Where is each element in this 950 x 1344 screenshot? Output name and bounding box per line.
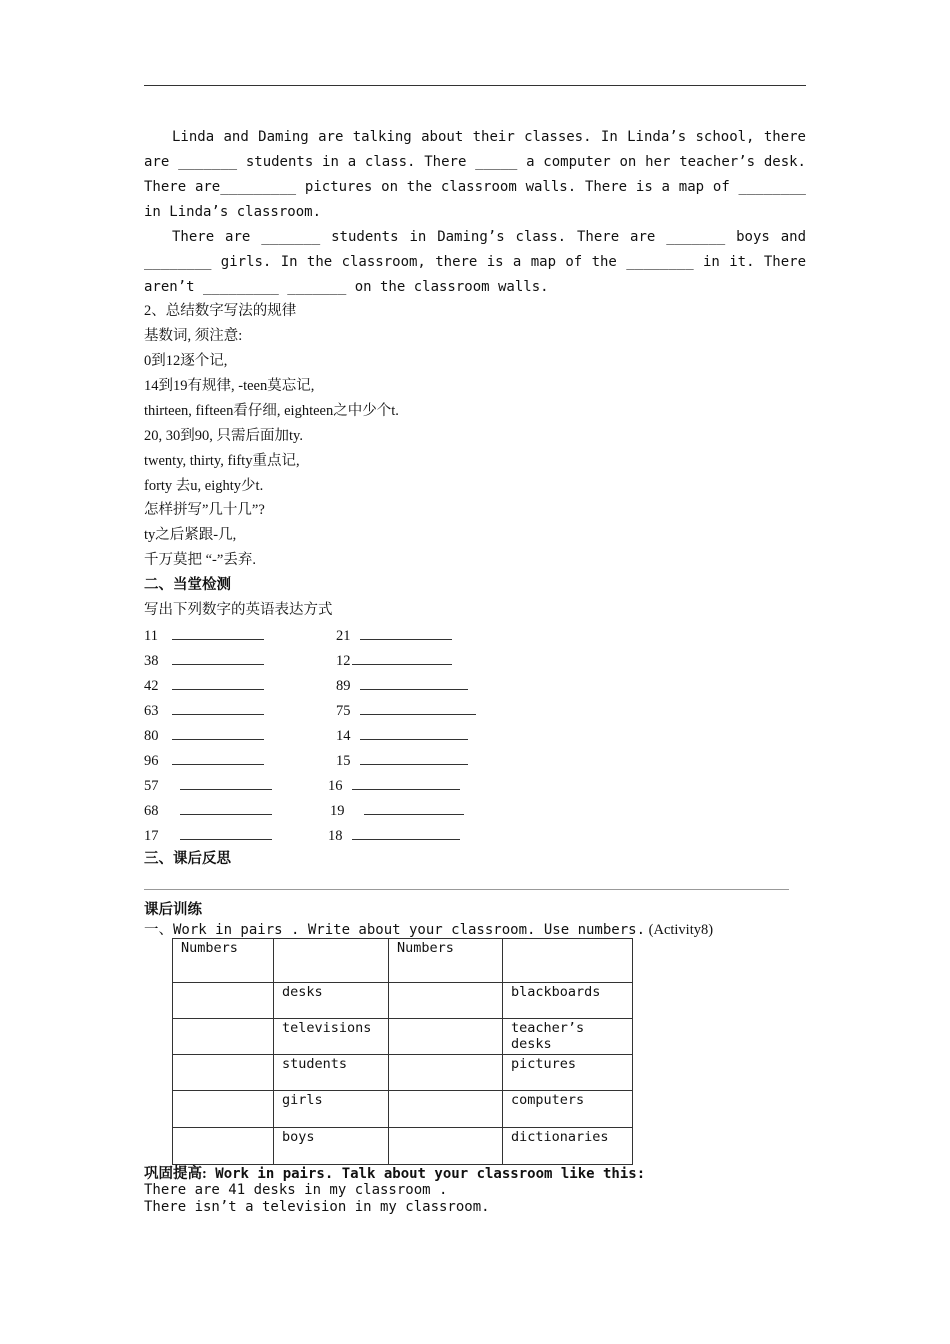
number-item	[144, 700, 264, 721]
number-item	[328, 775, 460, 796]
item-cell: computers	[503, 1091, 633, 1128]
number-label: 21	[336, 628, 351, 644]
number-label: 63	[144, 703, 159, 719]
example-sentence: There isn’t a television in my classroom.	[144, 1199, 490, 1215]
rule-line: thirteen, fifteen看仔细, eighteen之中少个t.	[144, 403, 399, 419]
section-2-instruction: 写出下列数字的英语表达方式	[144, 602, 333, 618]
number-label: 14	[336, 728, 351, 744]
answer-blank[interactable]	[360, 725, 468, 740]
answer-blank[interactable]	[352, 825, 460, 840]
rule-line: 14到19有规律, -teen莫忘记,	[144, 378, 315, 394]
example-sentence: There are 41 desks in my classroom .	[144, 1182, 448, 1198]
item-cell: blackboards	[503, 983, 633, 1019]
homework-task	[144, 920, 713, 940]
section-2-heading: 二、当堂检测	[144, 577, 231, 593]
answer-blank[interactable]	[180, 800, 272, 815]
answer-blank[interactable]	[352, 775, 460, 790]
number-label: 17	[144, 828, 159, 844]
number-item	[144, 775, 272, 796]
answer-blank[interactable]	[180, 775, 272, 790]
rule-line: 怎样拼写”几十几”?	[144, 502, 265, 518]
rule-line: ty之后紧跟-几,	[144, 527, 237, 543]
number-item	[336, 675, 468, 696]
item-cell: girls	[274, 1091, 389, 1128]
rule-line: forty 去u, eighty少t.	[144, 478, 264, 494]
task-prefix: 一、	[144, 922, 173, 938]
answer-blank[interactable]	[352, 650, 452, 665]
number-item	[144, 650, 264, 671]
reflection-line[interactable]	[144, 889, 789, 890]
number-label: 38	[144, 653, 159, 669]
extension-text: Work in pairs. Talk about your classroom like this:	[206, 1166, 646, 1182]
extension-task	[144, 1165, 645, 1183]
rule-line: 20, 30到90, 只需后面加ty.	[144, 428, 303, 444]
classroom-table	[172, 938, 633, 1165]
rule-line: twenty, thirty, fifty重点记,	[144, 453, 300, 469]
table-header-cell	[503, 939, 633, 983]
number-item	[336, 750, 468, 771]
number-label: 11	[144, 628, 158, 644]
header-rule	[144, 85, 806, 86]
number-item	[336, 700, 476, 721]
number-item	[336, 650, 452, 671]
passage-paragraph-2: There are _______ students in Daming’s class. There are _______ boys and ________ girls. In the classroom, there is a map of the ________ in it. There aren’t _________ _______ on the classroom walls.	[144, 229, 806, 295]
answer-blank[interactable]	[360, 750, 468, 765]
task-suffix: (Activity8)	[645, 922, 714, 938]
number-cell[interactable]	[389, 1128, 503, 1165]
number-label: 16	[328, 778, 343, 794]
rule-line: 0到12逐个记,	[144, 353, 228, 369]
table-header-cell: Numbers	[389, 939, 503, 983]
number-item	[144, 625, 264, 646]
answer-blank[interactable]	[360, 700, 476, 715]
table-row	[173, 1128, 633, 1165]
answer-blank[interactable]	[180, 825, 272, 840]
number-label: 57	[144, 778, 159, 794]
number-label: 19	[330, 803, 345, 819]
item-cell: desks	[274, 983, 389, 1019]
number-cell[interactable]	[173, 1019, 274, 1055]
number-item	[144, 750, 264, 771]
answer-blank[interactable]	[360, 675, 468, 690]
number-label: 15	[336, 753, 351, 769]
item-cell: teacher’s desks	[503, 1019, 633, 1055]
number-label: 18	[328, 828, 343, 844]
number-cell[interactable]	[173, 1128, 274, 1165]
answer-blank[interactable]	[172, 650, 264, 665]
table-row	[173, 1091, 633, 1128]
homework-heading: 课后训练	[144, 902, 202, 918]
number-cell[interactable]	[389, 1019, 503, 1055]
number-label: 42	[144, 678, 159, 694]
table-row	[173, 983, 633, 1019]
number-cell[interactable]	[173, 983, 274, 1019]
answer-blank[interactable]	[172, 700, 264, 715]
table-header-cell: Numbers	[173, 939, 274, 983]
number-label: 12	[336, 653, 351, 669]
item-cell: boys	[274, 1128, 389, 1165]
number-item	[144, 725, 264, 746]
number-label: 75	[336, 703, 351, 719]
answer-blank[interactable]	[172, 675, 264, 690]
number-cell[interactable]	[173, 1055, 274, 1091]
rules-heading: 2、总结数字写法的规律	[144, 303, 297, 319]
number-item	[144, 825, 272, 846]
answer-blank[interactable]	[360, 625, 452, 640]
number-label: 68	[144, 803, 159, 819]
number-item	[336, 725, 468, 746]
answer-blank[interactable]	[364, 800, 464, 815]
passage-paragraph-1: Linda and Daming are talking about their classes. In Linda’s school, there are _______ students in a class. There _____ a computer on her teacher’s desk. There are_________ pictures on the classroom walls. There is a map of ________ in Linda’s classroom.	[144, 129, 806, 220]
number-cell[interactable]	[389, 983, 503, 1019]
item-cell: pictures	[503, 1055, 633, 1091]
number-cell[interactable]	[173, 1091, 274, 1128]
answer-blank[interactable]	[172, 725, 264, 740]
number-item	[330, 800, 464, 821]
extension-label: 巩固提高:	[144, 1166, 207, 1182]
item-cell: dictionaries	[503, 1128, 633, 1165]
number-cell[interactable]	[389, 1091, 503, 1128]
rule-line: 千万莫把 “-”丢弃.	[144, 552, 256, 568]
answer-blank[interactable]	[172, 625, 264, 640]
reading-passage	[144, 125, 806, 300]
number-label: 80	[144, 728, 159, 744]
number-cell[interactable]	[389, 1055, 503, 1091]
number-label: 96	[144, 753, 159, 769]
number-label: 89	[336, 678, 351, 694]
answer-blank[interactable]	[172, 750, 264, 765]
table-row	[173, 1055, 633, 1091]
number-item	[144, 675, 264, 696]
item-cell: televisions	[274, 1019, 389, 1055]
table-header-row	[173, 939, 633, 983]
task-text: Work in pairs . Write about your classroom. Use numbers.	[173, 922, 646, 938]
number-item	[144, 800, 272, 821]
table-header-cell	[274, 939, 389, 983]
number-item	[328, 825, 460, 846]
table-row	[173, 1019, 633, 1055]
rule-line: 基数词, 须注意:	[144, 328, 243, 344]
item-cell: students	[274, 1055, 389, 1091]
section-3-heading: 三、课后反思	[144, 851, 231, 867]
number-item	[336, 625, 452, 646]
